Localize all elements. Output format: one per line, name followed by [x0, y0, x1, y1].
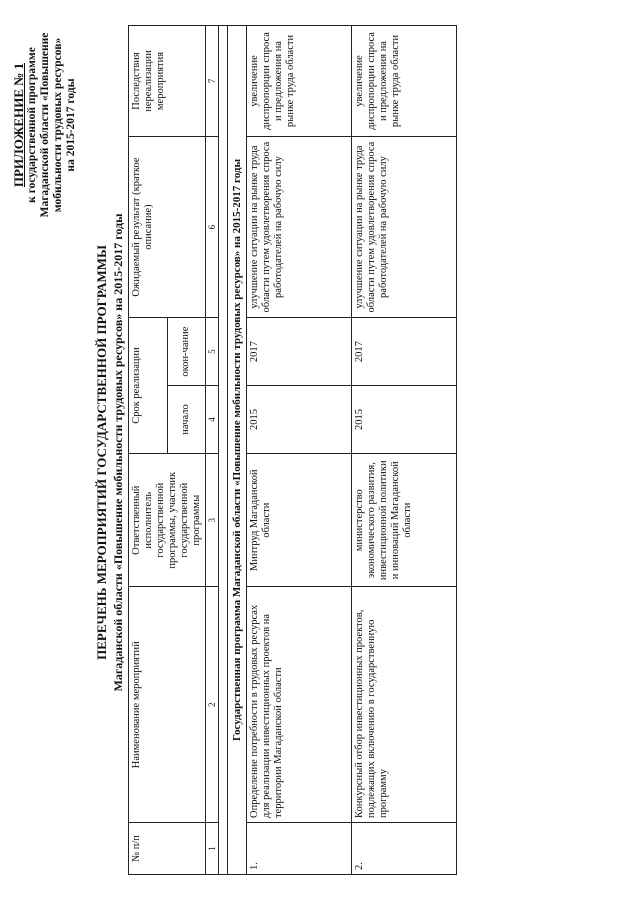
row-start: 2015: [352, 386, 457, 454]
section-row: [228, 26, 247, 875]
column-number: 3: [206, 453, 219, 587]
appendix-line: мобильности трудовых ресурсов»: [52, 37, 64, 213]
header-consequences: Последствия нереализации мероприятия: [129, 26, 206, 137]
row-start: 2015: [247, 386, 352, 454]
appendix-title: ПРИЛОЖЕНИЕ № 1: [11, 62, 26, 188]
column-number: 5: [206, 318, 219, 386]
row-num: 1.: [247, 822, 352, 874]
row-name: Конкурсный отбор инвестиционных проектов, подлежащих включению в государственную программу: [352, 587, 457, 822]
row-executor: министерство экономического развития, инвестиционной политики и инноваций Магаданской области: [352, 453, 457, 587]
header-end: окон-чание: [167, 318, 206, 386]
row-consequences: увеличение диспропорции спроса и предложения на рынке труда области: [352, 26, 457, 137]
header-start: начало: [167, 386, 206, 454]
row-num: 2.: [352, 822, 457, 874]
appendix-line: Магаданской области «Повышение: [39, 32, 51, 218]
column-number: 6: [206, 137, 219, 318]
header-row: [129, 26, 168, 875]
row-consequences: увеличение диспропорции спроса и предложения на рынке труда области: [247, 26, 352, 137]
header-period: Срок реализации: [129, 318, 168, 454]
appendix-header: [12, 10, 78, 240]
header-name: Наименование мероприятий: [129, 587, 206, 822]
column-number: 2: [206, 587, 219, 822]
header-executor: Ответственный исполнитель государственной программы, участник государственной программы: [129, 453, 206, 587]
document-subtitle: Магаданской области «Повышение мобильности трудовых ресурсов» на 2015-2017 годы: [111, 213, 125, 692]
row-end: 2017: [352, 318, 457, 386]
measures-table: [128, 25, 457, 875]
column-number: 1: [206, 822, 219, 874]
header-num: № п/п: [129, 822, 206, 874]
table-row: [247, 26, 352, 875]
column-number: 7: [206, 26, 219, 137]
column-number: 4: [206, 386, 219, 454]
table-row: [352, 26, 457, 875]
spacer-row: [219, 26, 228, 875]
column-number-row: [206, 26, 219, 875]
spacer-cell: [219, 26, 228, 875]
row-result: улучшение ситуации на рынке труда области путем удовлетворения спроса работодателей на рабочую силу: [247, 137, 352, 318]
header-result: Ожидаемый результат (краткое описание): [129, 137, 206, 318]
appendix-line: к государственной программе: [26, 47, 38, 203]
row-name: Определение потребности в трудовых ресурсах для реализации инвестиционных проектов на территории Магаданской области: [247, 587, 352, 822]
row-executor: Минтруд Магаданской области: [247, 453, 352, 587]
section-title: Государственная программа Магаданской области «Повышение мобильности трудовых ресурсов» на 2015-2017 годы: [228, 26, 247, 875]
appendix-line: на 2015-2017 годы: [65, 78, 77, 172]
row-result: улучшение ситуации на рынке труда области путем удовлетворения спроса работодателей на рабочую силу: [352, 137, 457, 318]
document-title: ПЕРЕЧЕНЬ МЕРОПРИЯТИЙ ГОСУДАРСТВЕННОЙ ПРОГРАММЫ: [94, 245, 109, 660]
row-end: 2017: [247, 318, 352, 386]
